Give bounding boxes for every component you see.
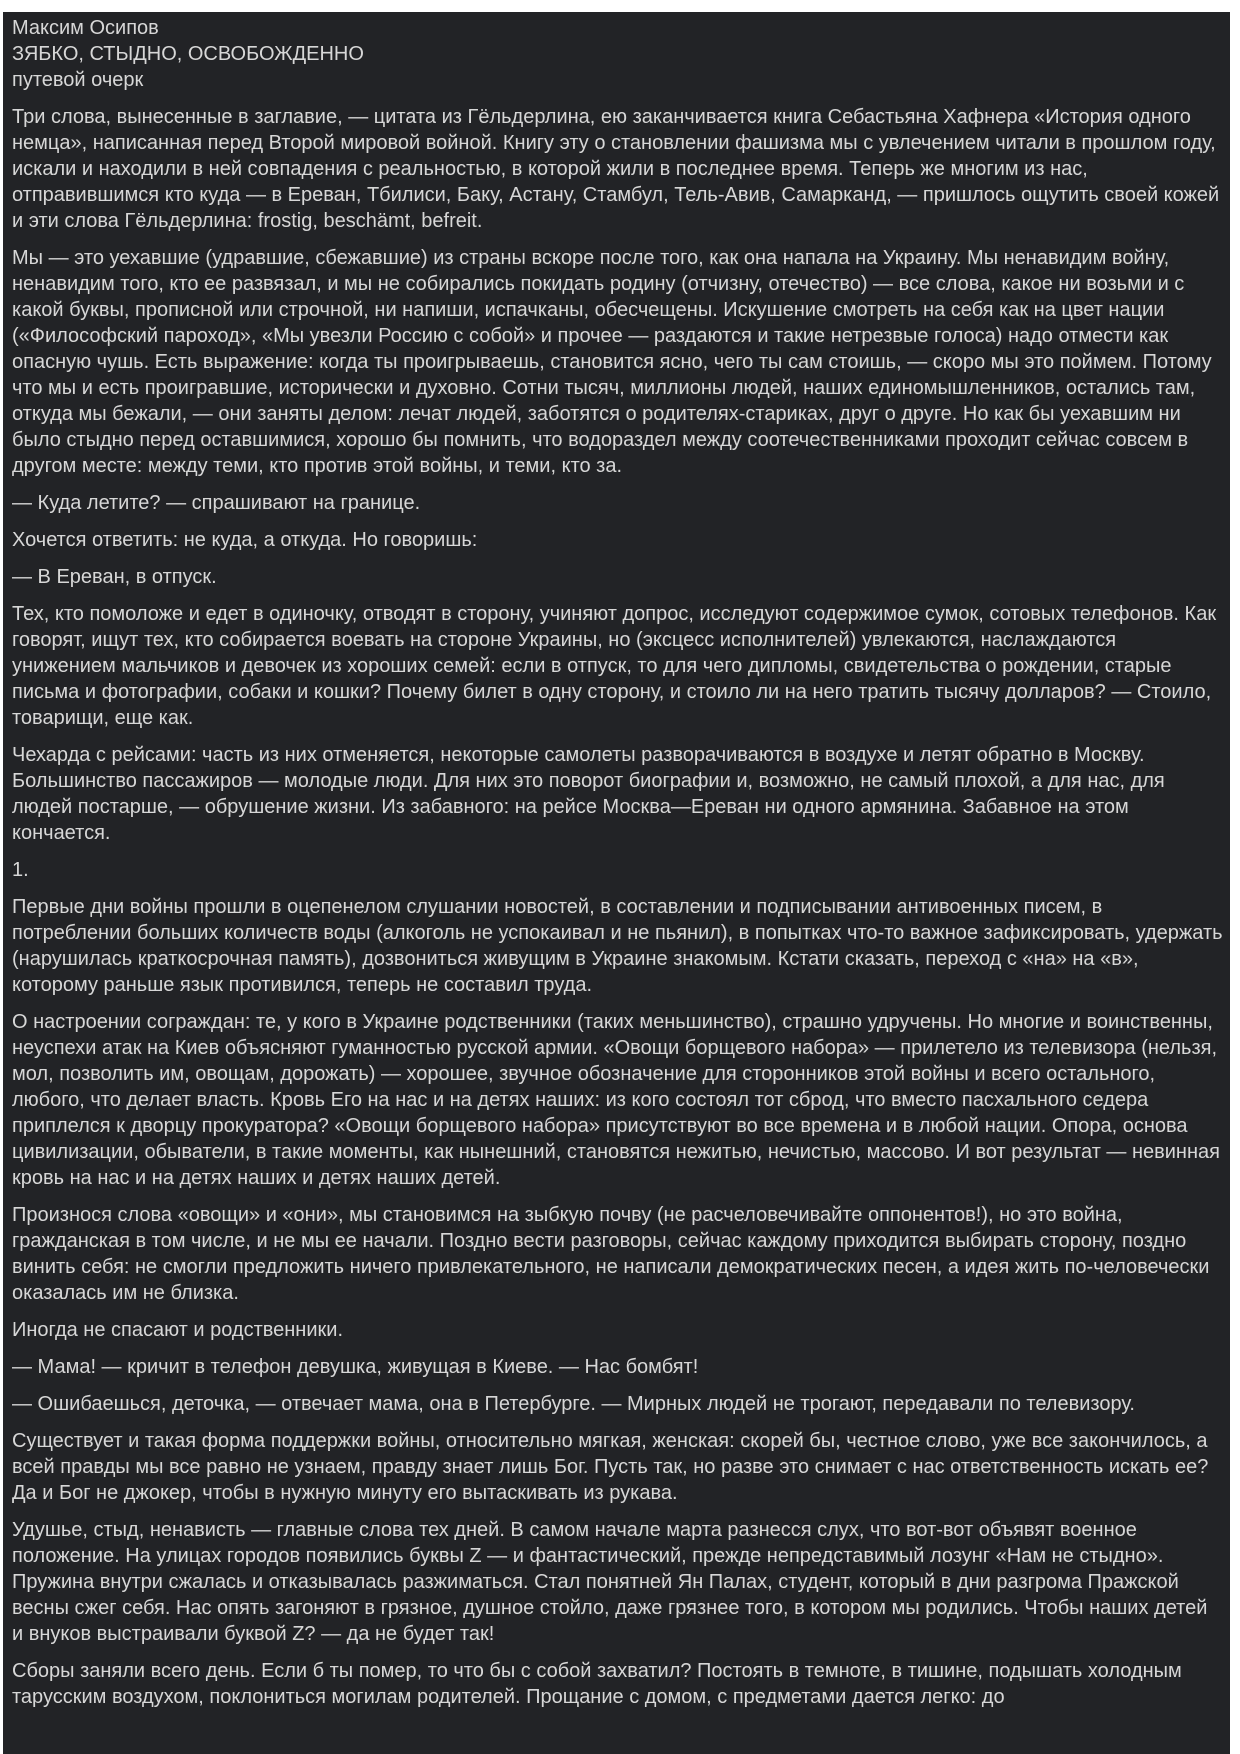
- document-title: ЗЯБКО, СТЫДНО, ОСВОБОЖДЕННО: [12, 43, 364, 65]
- paragraph-dialogue: — Ошибаешься, деточка, — отвечает мама, она в Петербурге. — Мирных людей не трогают, передавали по телевизору.: [12, 1393, 1135, 1415]
- paragraph: Три слова, вынесенные в заглавие, — цитата из Гёльдерлина, ею заканчивается книга Себастьяна Хафнера «История одного немца», написанная перед Второй мировой войной. Книгу эту о становлении фашизма мы с увлечением читали в прошлом году, искали и находили в ней совпадения с реальностью, в которой жили в последнее время. Теперь же многим из нас, отправившимся кто куда — в Ереван, Тбилиси, Баку, Астану, Стамбул, Тель-Авив, Самарканд, — пришлось ощутить своей кожей и эти слова Гёльдерлина: frostig, beschämt, befreit.: [12, 106, 1220, 232]
- document-text-area: [3, 12, 1230, 1754]
- paragraph: Мы — это уехавшие (удравшие, сбежавшие) из страны вскоре после того, как она напала на Украину. Мы ненавидим войну, ненавидим того, кто ее развязал, и мы не собирались покидать родину (отчизну, отечество) — все слова, какое ни возьми и с какой буквы, прописной или строчной, ни напиши, испачканы, обесчещены. Искушение смотреть на себя как на цвет нации («Философский пароход», «Мы увезли Россию с собой» и прочее — раздаются и такие нетрезвые голоса) надо отмести как опасную чушь. Есть выражение: когда ты проигрываешь, становится ясно, чего ты сам стоишь, — скоро мы это поймем. Потому что мы и есть проигравшие, исторически и духовно. Сотни тысяч, миллионы людей, наших единомышленников, остались там, откуда мы бежали, — они заняты делом: лечат людей, заботятся о родителях-стариках, друг о друге. Но как бы уехавшим ни было стыдно перед оставшимися, хорошо бы помнить, что водораздел между соотечественниками проходит сейчас совсем в другом месте: между теми, кто против этой войны, и теми, кто за.: [12, 247, 1212, 477]
- paragraph: Удушье, стыд, ненависть — главные слова тех дней. В самом начале марта разнесся слух, что вот-вот объявят военное положение. На улицах городов появились буквы Z — и фантастический, прежде непредставимый лозунг «Нам не стыдно». Пружина внутри сжалась и отказывалась разжиматься. Стал понятней Ян Палах, студент, который в дни разгрома Пражской весны сжег себя. Нас опять загоняют в грязное, душное стойло, даже грязнее того, в котором мы родились. Чтобы наших детей и внуков выстраивали буквой Z? — да не будет так!: [12, 1519, 1208, 1645]
- paragraph: Чехарда с рейсами: часть из них отменяется, некоторые самолеты разворачиваются в воздухе и летят обратно в Москву. Большинство пассажиров — молодые люди. Для них это поворот биографии и, возможно, не самый плохой, а для нас, для людей постарше, — обрушение жизни. Из забавного: на рейсе Москва—Ереван ни одного армянина. Забавное на этом кончается.: [12, 744, 1165, 844]
- paragraph: Сборы заняли всего день. Если б ты помер, то что бы с собой захватил? Постоять в темноте, в тишине, подышать холодным тарусским воздухом, поклониться могилам родителей. Прощание с домом, с предметами дается легко: до: [12, 1660, 1182, 1708]
- document-header: [12, 15, 1224, 93]
- paragraph: Тех, кто помоложе и едет в одиночку, отводят в сторону, учиняют допрос, исследуют содержимое сумок, сотовых телефонов. Как говорят, ищут тех, кто собирается воевать на стороне Украины, но (эксцесс исполнителей) увлекаются, наслаждаются унижением мальчиков и девочек из хороших семей: если в отпуск, то для чего дипломы, свидетельства о рождении, старые письма и фотографии, собаки и кошки? Почему билет в одну сторону, и стоило ли на него тратить тысячу долларов? — Стоило, товарищи, еще как.: [12, 603, 1217, 729]
- paragraph: Существует и такая форма поддержки войны, относительно мягкая, женская: скорей бы, честное слово, уже все закончилось, а всей правды мы все равно не узнаем, правду знает лишь Бог. Пусть так, но разве это снимает с нас ответственность искать ее? Да и Бог не джокер, чтобы в нужную минуту его вытаскивать из рукава.: [12, 1430, 1209, 1504]
- paragraph-dialogue: — Куда летите? — спрашивают на границе.: [12, 492, 421, 514]
- paragraph-dialogue: — В Ереван, в отпуск.: [12, 566, 217, 588]
- paragraph: О настроении сограждан: те, у кого в Украине родственники (таких меньшинство), страшно удручены. Но многие и воинственны, неуспехи атак на Киев объясняют гуманностью русской армии. «Овощи борщевого набора» — прилетело из телевизора (нельзя, мол, позволить им, овощам, дорожать) — хорошее, звучное обозначение для сторонников этой войны и всего остального, любого, что делает власть. Кровь Его на нас и на детях наших: из кого состоял тот сброд, что вместо пасхального седера приплелся к дворцу прокуратора? «Овощи борщевого набора» присутствуют во все времена и в любой нации. Опора, основа цивилизации, обыватели, в такие моменты, как нынешний, становятся нежитью, нечистью, массово. И вот результат — невинная кровь на нас и на детях наших и детях наших детей.: [12, 1011, 1220, 1189]
- paragraph: Хочется ответить: не куда, а откуда. Но говоришь:: [12, 529, 478, 551]
- paragraph: Иногда не спасают и родственники.: [12, 1319, 343, 1341]
- paragraph: Первые дни войны прошли в оцепенелом слушании новостей, в составлении и подписывании антивоенных писем, в потреблении больших количеств воды (алкоголь не успокаивал и не пьянил), в попытках что-то важное зафиксировать, удержать (нарушилась краткосрочная память), дозвониться живущим в Украине знакомым. Кстати сказать, переход с «на» на «в», которому раньше язык противился, теперь не составил труда.: [12, 896, 1223, 996]
- paragraph: Произнося слова «овощи» и «они», мы становимся на зыбкую почву (не расчеловечивайте оппонентов!), но это война, гражданская в том числе, и не мы ее начали. Поздно вести разговоры, сейчас каждому приходится выбирать сторону, поздно винить себя: не смогли предложить ничего привлекательного, не написали демократических песен, а идея жить по-человечески оказалась им не близка.: [12, 1204, 1210, 1304]
- paragraph-dialogue: — Мама! — кричит в телефон девушка, живущая в Киеве. — Нас бомбят!: [12, 1356, 699, 1378]
- section-number: 1.: [12, 859, 29, 881]
- document-genre: путевой очерк: [12, 69, 144, 91]
- document-author: Максим Осипов: [12, 17, 159, 39]
